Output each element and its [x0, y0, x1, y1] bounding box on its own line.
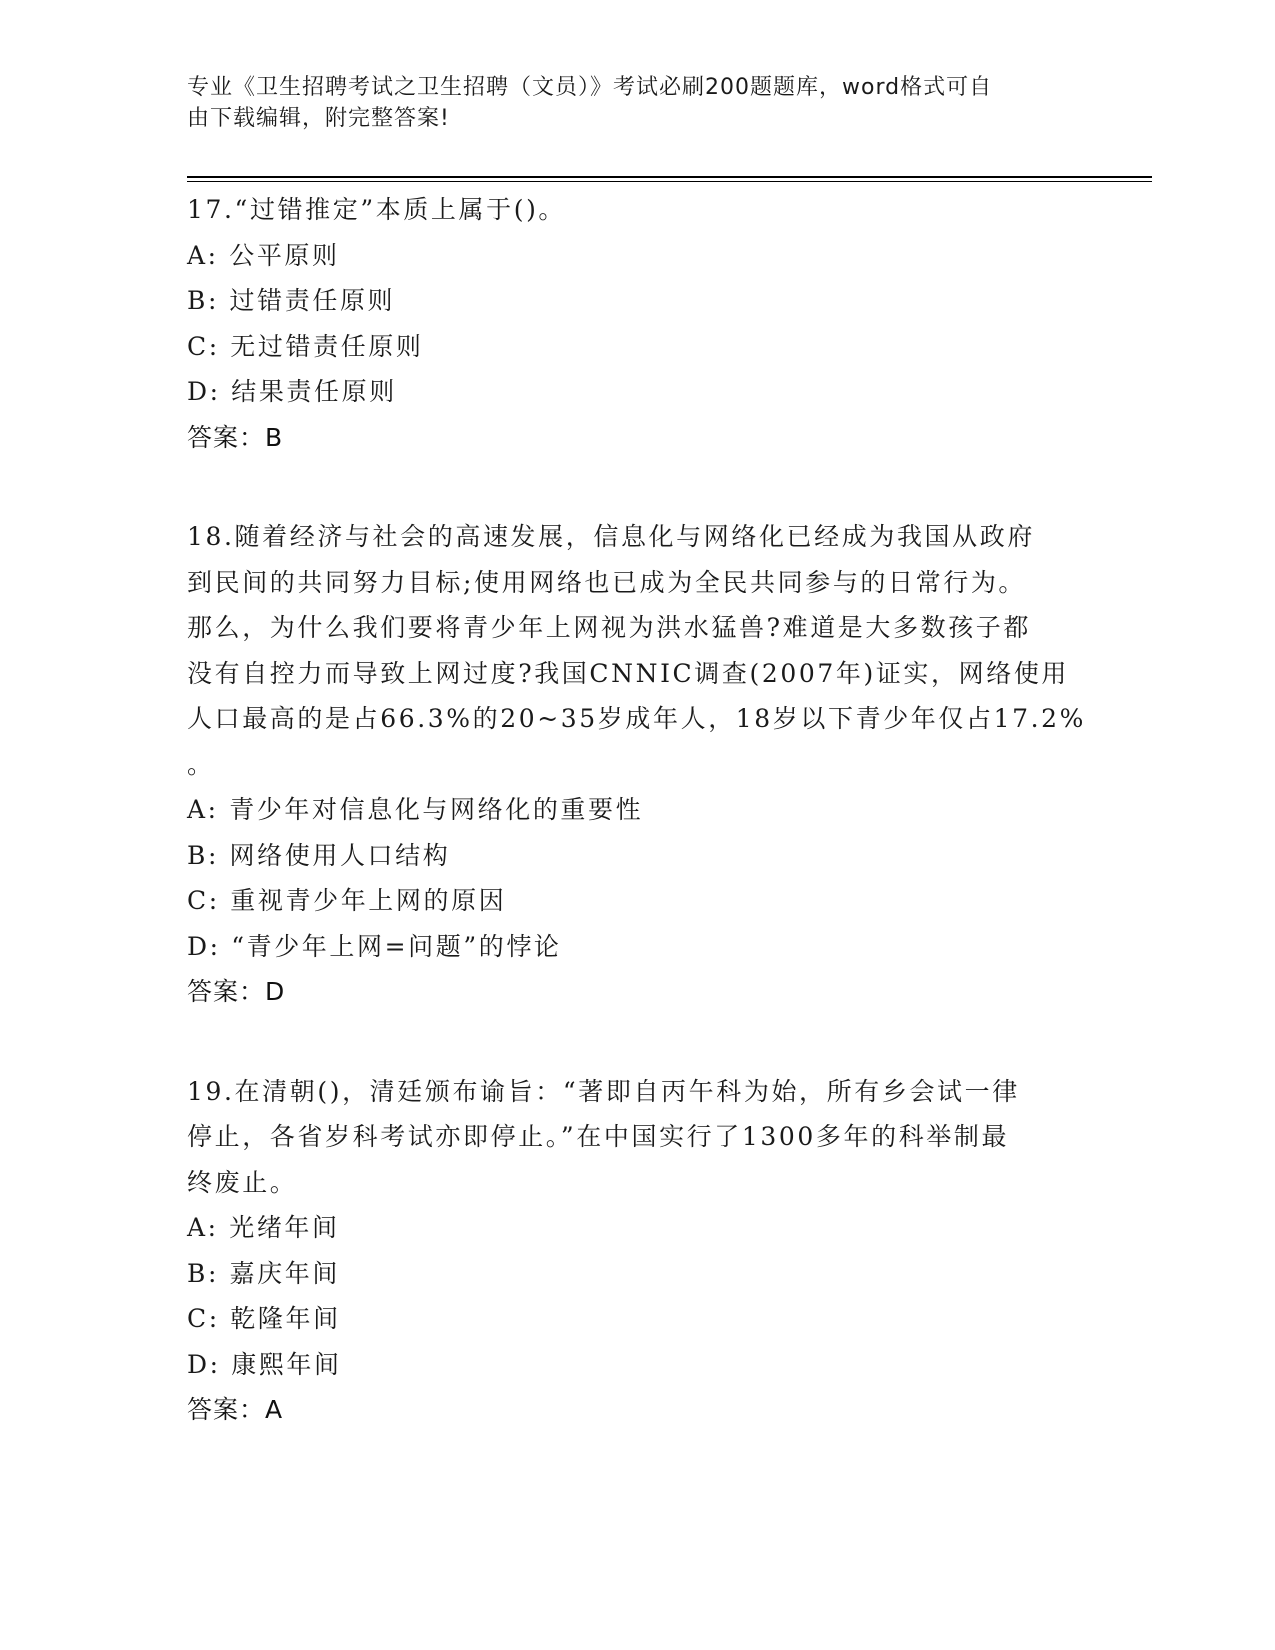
option-a: A: 公平原则 [187, 240, 340, 270]
option-c: C: 无过错责任原则 [187, 331, 424, 361]
header-line: 专业《卫生招聘考试之卫生招聘（文员）》考试必刷200题题库，word格式可自 [187, 75, 993, 100]
option-c: C: 重视青少年上网的原因 [187, 886, 507, 915]
option-d: D: 康熙年间 [187, 1349, 342, 1379]
question-stem-line: 到民间的共同努力目标;使用网络也已成为全民共同参与的日常行为。 [187, 567, 1027, 597]
option-b: B: 过错责任原则 [187, 286, 396, 315]
option-d: D: 结果责任原则 [187, 377, 397, 406]
question-stem-line: 18.随着经济与社会的高速发展，信息化与网络化已经成为我国从政府 [187, 522, 1035, 551]
question-stem-line: 19.在清朝()，清廷颁布谕旨：“著即自丙午科为始，所有乡会试一律 [187, 1076, 1020, 1106]
option-d: D: “青少年上网=问题”的悖论 [187, 931, 562, 961]
question-list [187, 187, 1087, 1487]
question-17 [187, 187, 1087, 460]
option-a: A: 青少年对信息化与网络化的重要性 [187, 795, 644, 824]
question-stem-line: 终废止。 [187, 1167, 298, 1197]
question-stem-line: 停止，各省岁科考试亦即停止。”在中国实行了1300多年的科举制最 [187, 1122, 1010, 1151]
question-18 [187, 514, 1087, 1015]
document-header [187, 72, 1067, 134]
question-stem-line: 。 [187, 749, 215, 779]
question-stem-line: 人口最高的是占66.3%的20~35岁成年人，18岁以下青少年仅占17.2% [187, 704, 1087, 733]
question-19 [187, 1069, 1087, 1433]
header-divider-thin [187, 181, 1152, 182]
question-stem-line: 没有自控力而导致上网过度?我国CNNIC调查(2007年)证实，网络使用 [187, 658, 1070, 688]
option-a: A: 光绪年间 [187, 1213, 340, 1242]
question-stem-line: 那么，为什么我们要将青少年上网视为洪水猛兽?难道是大多数孩子都 [187, 613, 1032, 642]
answer-line: 答案：A [187, 1395, 284, 1424]
option-b: B: 网络使用人口结构 [187, 840, 451, 870]
answer-line: 答案：B [187, 422, 284, 452]
option-c: C: 乾隆年间 [187, 1304, 341, 1333]
answer-line: 答案：D [187, 977, 286, 1006]
header-divider-thick [187, 176, 1152, 178]
header-line: 由下载编辑，附完整答案! [187, 106, 450, 131]
option-b: B: 嘉庆年间 [187, 1258, 340, 1288]
question-stem-line: 17.“过错推定”本质上属于()。 [187, 195, 567, 224]
